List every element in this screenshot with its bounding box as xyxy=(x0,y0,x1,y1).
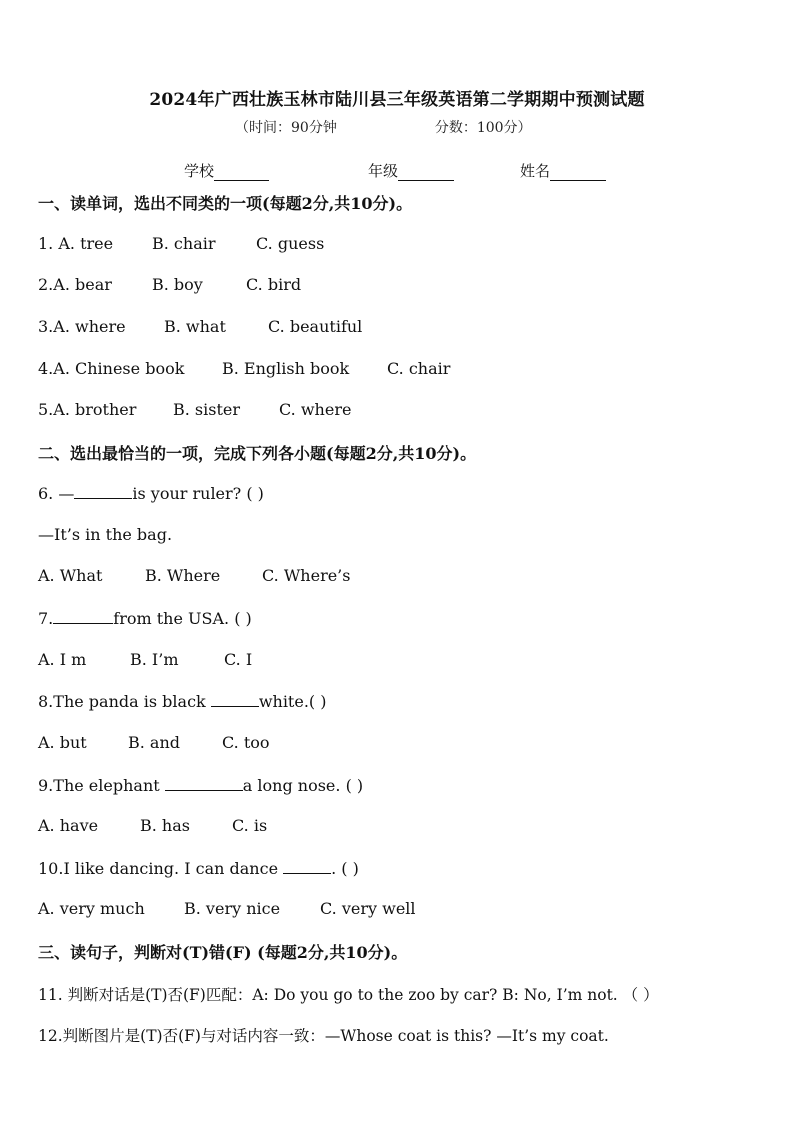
question-3: 3.A. where B. what C. beautiful xyxy=(38,317,363,336)
question-7: 7. from the USA. ( ) xyxy=(38,609,252,628)
question-9-options: A. have B. has C. is xyxy=(38,816,268,835)
question-10: 10.I like dancing. I can dance . ( ) xyxy=(38,859,359,878)
question-9: 9.The elephant a long nose. ( ) xyxy=(38,776,364,795)
school-blank xyxy=(214,166,269,181)
answer-blank xyxy=(74,483,132,499)
question-5: 5.A. brother B. sister C. where xyxy=(38,400,352,419)
student-info-row xyxy=(0,160,794,180)
name-field: 姓名 xyxy=(520,160,606,181)
grade-field: 年级 xyxy=(368,160,454,181)
question-7-options: A. I m B. I’m C. I xyxy=(38,650,253,669)
answer-blank xyxy=(165,775,243,791)
question-6: 6. — is your ruler? ( ) xyxy=(38,484,264,503)
time-limit: （时间：90分钟 xyxy=(235,120,337,136)
grade-blank xyxy=(398,166,454,181)
section-heading-1: 一、读单词，选出不同类的一项(每题2分,共10分)。 xyxy=(38,194,413,213)
question-4: 4.A. Chinese book B. English book C. chair xyxy=(38,359,451,378)
answer-blank xyxy=(53,608,113,624)
name-blank xyxy=(550,166,606,181)
exam-meta xyxy=(235,117,532,137)
answer-blank xyxy=(211,691,259,707)
question-8-options: A. but B. and C. too xyxy=(38,733,270,752)
total-score: 分数：100分） xyxy=(434,120,532,136)
question-6-response: —It’s in the bag. xyxy=(38,525,173,544)
question-10-options: A. very much B. very nice C. very well xyxy=(38,899,416,918)
page-title: 2024年广西壮族玉林市陆川县三年级英语第二学期期中预测试题 xyxy=(149,90,645,110)
question-2: 2.A. bear B. boy C. bird xyxy=(38,275,302,294)
question-6-options: A. What B. Where C. Where’s xyxy=(38,566,351,585)
question-12: 12.判断图片是(T)否(F)与对话内容一致：—Whose coat is this? —It’s my coat. xyxy=(38,1027,609,1045)
school-field: 学校 xyxy=(184,160,269,181)
question-8: 8.The panda is black white.( ) xyxy=(38,692,327,711)
answer-blank xyxy=(283,858,331,874)
section-heading-2: 二、选出最恰当的一项，完成下列各小题(每题2分,共10分)。 xyxy=(38,444,477,463)
question-11: 11. 判断对话是(T)否(F)匹配：A: Do you go to the zoo by car? B: No, I’m not. （ ） xyxy=(38,986,659,1004)
section-heading-3: 三、读句子，判断对(T)错(F) (每题2分,共10分)。 xyxy=(38,943,408,962)
question-1: 1. A. tree B. chair C. guess xyxy=(38,234,325,253)
